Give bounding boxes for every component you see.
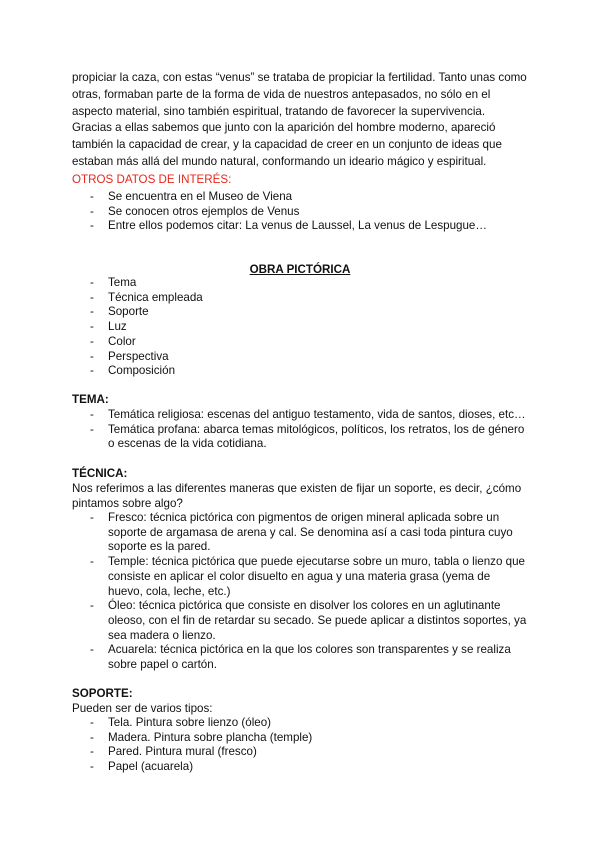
- soporte-heading: SOPORTE:: [72, 687, 133, 700]
- otros-list: [72, 190, 528, 234]
- list-item: - Tela. Pintura sobre lienzo (óleo): [72, 716, 528, 731]
- list-item: - Técnica empleada: [72, 291, 528, 306]
- list-item: - Se encuentra en el Museo de Viena: [72, 190, 528, 205]
- list-item: - Temple: técnica pictórica que puede ejecutarse sobre un muro, tabla o lienzo que consiste en aplicar el color disuelto en agua y una materia grasa (yema de huevo, cola, leche, etc.): [72, 555, 528, 599]
- list-item: - Luz: [72, 320, 528, 335]
- list-item: - Papel (acuarela): [72, 760, 528, 775]
- list-item: - Pared. Pintura mural (fresco): [72, 745, 528, 760]
- list-item: - Temática religiosa: escenas del antiguo testamento, vida de santos, dioses, etc…: [72, 408, 528, 423]
- intro-paragraph: propiciar la caza, con estas “venus” se trataba de propiciar la fertilidad. Tanto unas como otras, formaban parte de la forma de vida de nuestros antepasados, no sólo en el aspecto material, sino también espiritual, tratando de favorecer la supervivencia. Gracias a ellas sabemos que junto con la aparición del hombre moderno, apareció también la capacidad de crear, y la capacidad de creer en un conjunto de ideas que estaban más allá del mundo natural, conformando un ideario mágico y espiritual.: [72, 71, 527, 168]
- list-item: - Temática profana: abarca temas mitológicos, políticos, los retratos, los de género o escenas de la vida cotidiana.: [72, 423, 528, 452]
- otros-heading: OTROS DATOS DE INTERÉS:: [72, 173, 232, 186]
- tecnica-list: [72, 511, 528, 673]
- list-item: - Acuarela: técnica pictórica en la que los colores son transparentes y se realiza sobre papel o cartón.: [72, 643, 528, 672]
- obra-list: [72, 276, 528, 379]
- list-item: - Se conocen otros ejemplos de Venus: [72, 205, 528, 220]
- soporte-intro: Pueden ser de varios tipos:: [72, 702, 213, 715]
- list-item: - Fresco: técnica pictórica con pigmentos de origen mineral aplicada sobre un soporte de argamasa de arena y cal. Se denomina así a casi toda pintura cuyo soporte es la pared.: [72, 511, 528, 555]
- tema-heading: TEMA:: [72, 393, 109, 406]
- tema-list: [72, 408, 528, 452]
- list-item: - Óleo: técnica pictórica que consiste en disolver los colores en un aglutinante oleoso, con el fin de retardar su secado. Se puede aplicar a distintos soportes, ya sea madera o lienzo.: [72, 599, 528, 643]
- list-item: - Composición: [72, 364, 528, 379]
- list-item: - Entre ellos podemos citar: La venus de Laussel, La venus de Lespugue…: [72, 219, 528, 234]
- tecnica-intro: Nos referimos a las diferentes maneras que existen de fijar un soporte, es decir, ¿cómo pintamos sobre algo?: [72, 482, 522, 510]
- obra-title: OBRA PICTÓRICA: [249, 263, 351, 276]
- soporte-list: [72, 716, 528, 775]
- list-item: - Perspectiva: [72, 350, 528, 365]
- list-item: - Soporte: [72, 305, 528, 320]
- list-item: - Color: [72, 335, 528, 350]
- tecnica-heading: TÉCNICA:: [72, 467, 128, 480]
- list-item: - Tema: [72, 276, 528, 291]
- list-item: - Madera. Pintura sobre plancha (temple): [72, 731, 528, 746]
